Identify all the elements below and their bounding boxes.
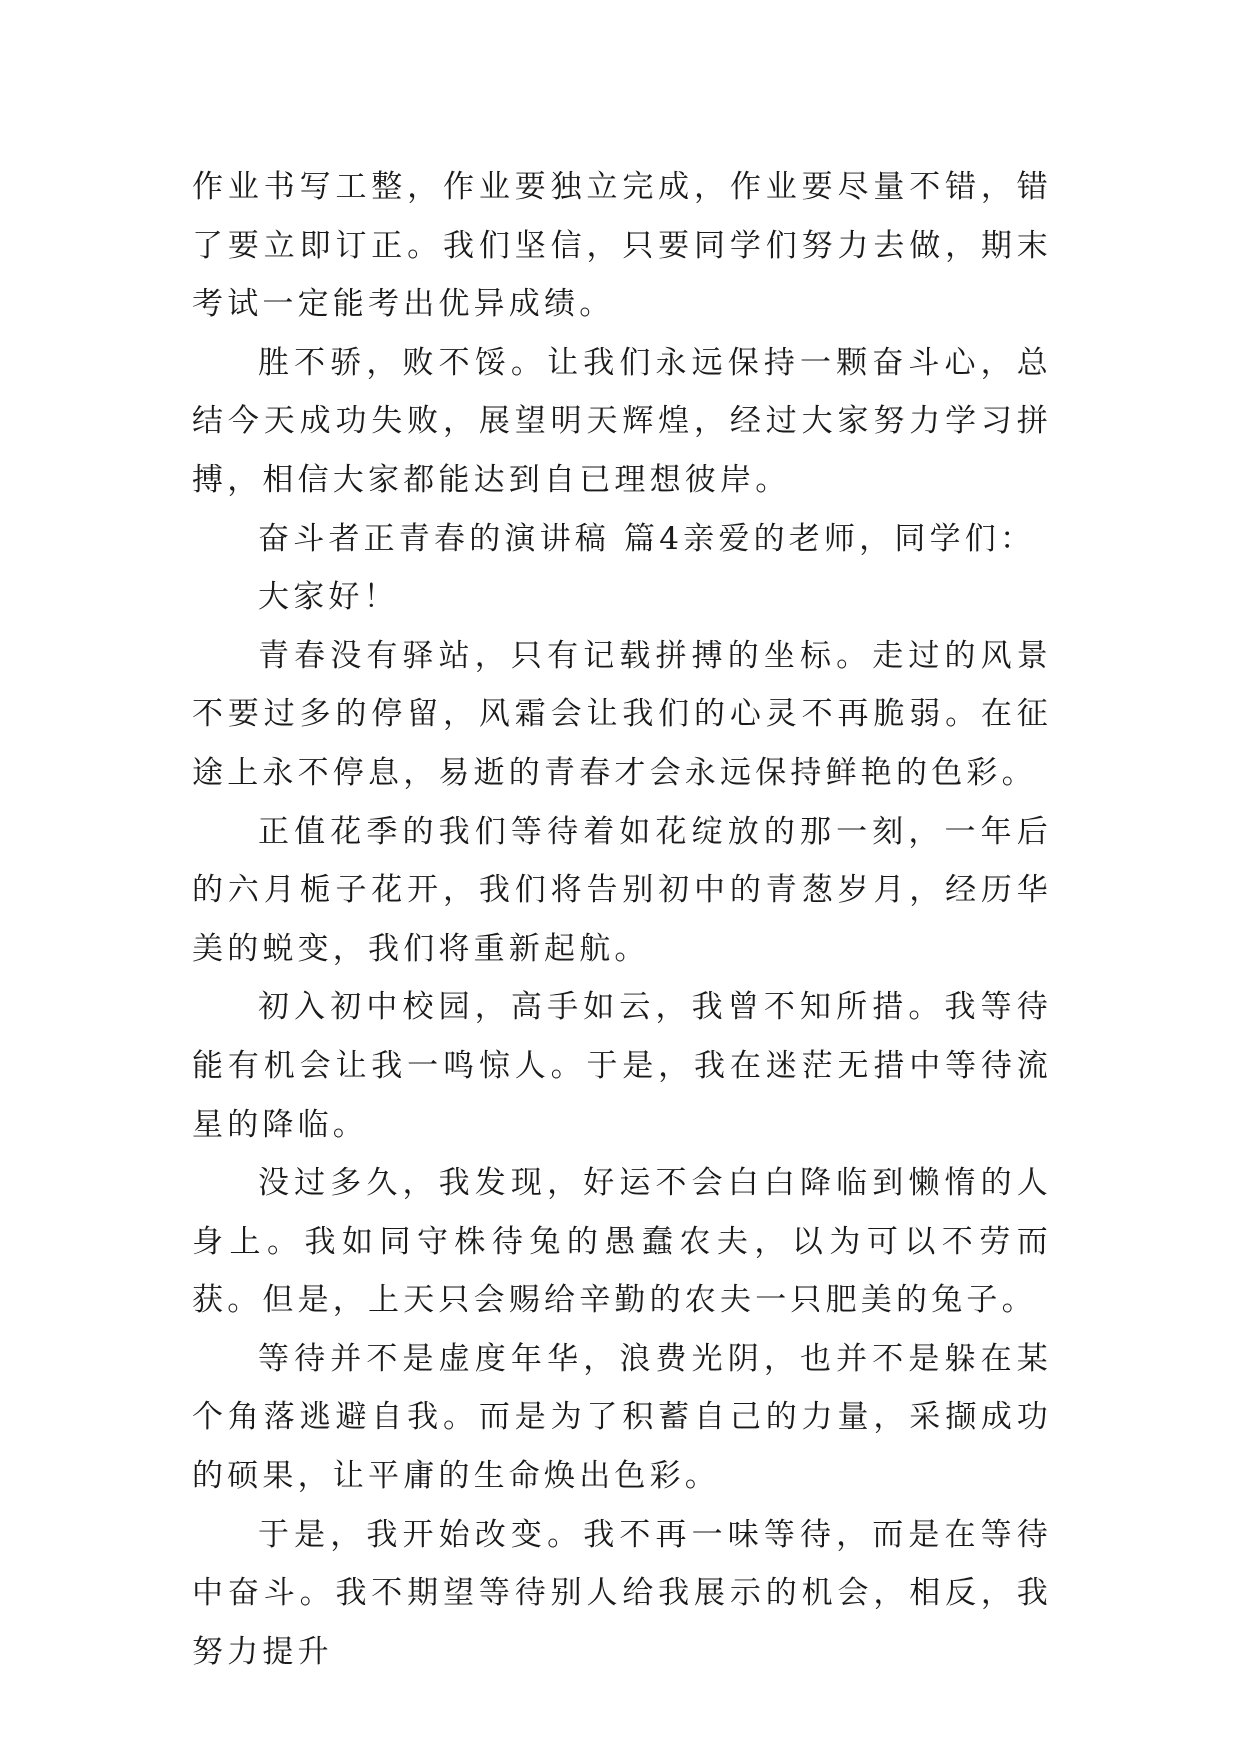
paragraph-7: 初入初中校园，高手如云，我曾不知所措。我等待能有机会让我一鸣惊人。于是，我在迷茫无措中等待流星的降临。 (192, 989, 1052, 1143)
paragraph-greeting: 大家好！ (258, 579, 399, 616)
paragraph-1: 作业书写工整，作业要独立完成，作业要尽量不错，错了要立即订正。我们坚信，只要同学们努力去做，期末考试一定能考出优异成绩。 (192, 169, 1052, 323)
paragraph-9: 等待并不是虚度年华，浪费光阴，也并不是躲在某个角落逃避自我。而是为了积蓄自己的力量，采撷成功的硕果，让平庸的生命焕出色彩。 (192, 1340, 1052, 1495)
paragraph-heading-4: 奋斗者正青春的演讲稿 篇4亲爱的老师，同学们： (258, 520, 1036, 557)
paragraph-8: 没过多久，我发现，好运不会白白降临到懒惰的人身上。我如同守株待兔的愚蠢农夫，以为可以不劳而获。但是，上天只会赐给辛勤的农夫一只肥美的兔子。 (192, 1165, 1052, 1319)
paragraph-5: 青春没有驿站，只有记载拼搏的坐标。走过的风景不要过多的停留，风霜会让我们的心灵不再脆弱。在征途上永不停息，易逝的青春才会永远保持鲜艳的色彩。 (192, 637, 1052, 791)
paragraph-10: 于是，我开始改变。我不再一味等待，而是在等待中奋斗。我不期望等待别人给我展示的机会，相反，我努力提升 (192, 1516, 1052, 1670)
paragraph-6: 正值花季的我们等待着如花绽放的那一刻，一年后的六月栀子花开，我们将告别初中的青葱岁月，经历华美的蜕变，我们将重新起航。 (192, 813, 1052, 967)
body-text (192, 158, 1052, 1681)
paragraph-2: 胜不骄，败不馁。让我们永远保持一颗奋斗心，总结今天成功失败，展望明天辉煌，经过大家努力学习拼搏，相信大家都能达到自已理想彼岸。 (192, 344, 1052, 498)
